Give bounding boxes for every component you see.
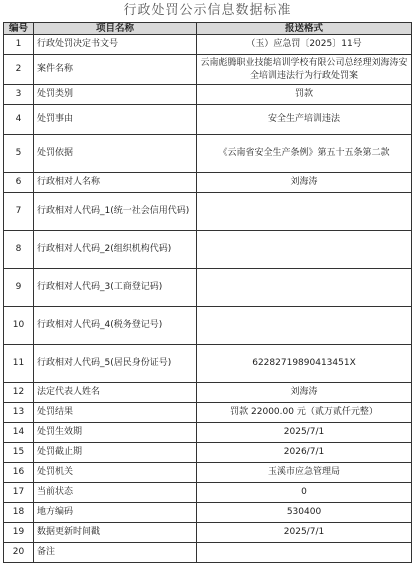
row-number: 10 — [4, 307, 34, 345]
row-value: 《云南省安全生产条例》第五十五条第二款 — [197, 135, 412, 173]
row-number: 11 — [4, 345, 34, 383]
table-row — [4, 345, 412, 383]
row-item-name: 行政相对人代码_4(税务登记号) — [34, 307, 197, 345]
row-item-name: 处罚结果 — [34, 403, 197, 423]
table-row — [4, 383, 412, 403]
row-value: 530400 — [197, 503, 412, 523]
table-row — [4, 135, 412, 173]
row-item-name: 法定代表人姓名 — [34, 383, 197, 403]
table-row — [4, 55, 412, 85]
table-row — [4, 503, 412, 523]
row-value: 0 — [197, 483, 412, 503]
table-row — [4, 231, 412, 269]
row-item-name: 行政处罚决定书文号 — [34, 35, 197, 55]
row-number: 16 — [4, 463, 34, 483]
row-item-name: 地方编码 — [34, 503, 197, 523]
row-value: 玉溪市应急管理局 — [197, 463, 412, 483]
row-item-name: 案件名称 — [34, 55, 197, 85]
row-item-name: 备注 — [34, 543, 197, 563]
row-item-name: 处罚机关 — [34, 463, 197, 483]
table-row — [4, 269, 412, 307]
row-number: 9 — [4, 269, 34, 307]
row-number: 14 — [4, 423, 34, 443]
penalty-info-table — [3, 22, 412, 563]
row-number: 8 — [4, 231, 34, 269]
table-row — [4, 483, 412, 503]
row-value: （玉）应急罚〔2025〕11号 — [197, 35, 412, 55]
row-item-name: 当前状态 — [34, 483, 197, 503]
row-item-name: 处罚截止期 — [34, 443, 197, 463]
row-number: 20 — [4, 543, 34, 563]
row-value: 云南彪腾职业技能培训学校有限公司总经理刘海涛安全培训违法行为行政处罚案 — [197, 55, 412, 85]
row-value: 罚款 — [197, 85, 412, 105]
header-item-name: 项目名称 — [34, 23, 197, 35]
row-item-name: 行政相对人代码_2(组织机构代码) — [34, 231, 197, 269]
row-number: 19 — [4, 523, 34, 543]
row-number: 2 — [4, 55, 34, 85]
row-number: 5 — [4, 135, 34, 173]
row-number: 18 — [4, 503, 34, 523]
row-number: 13 — [4, 403, 34, 423]
row-number: 15 — [4, 443, 34, 463]
row-value — [197, 543, 412, 563]
table-row — [4, 403, 412, 423]
row-item-name: 处罚生效期 — [34, 423, 197, 443]
table-row — [4, 173, 412, 193]
row-value: 安全生产培训违法 — [197, 105, 412, 135]
row-value: 刘海涛 — [197, 173, 412, 193]
row-value — [197, 193, 412, 231]
row-value: 罚款 22000.00 元（贰万贰仟元整） — [197, 403, 412, 423]
row-item-name: 行政相对人代码_1(统一社会信用代码) — [34, 193, 197, 231]
table-row — [4, 423, 412, 443]
row-value — [197, 269, 412, 307]
table-row — [4, 85, 412, 105]
document-title: 行政处罚公示信息数据标准 — [123, 3, 292, 18]
row-value — [197, 231, 412, 269]
row-item-name: 行政相对人代码_3(工商登记码) — [34, 269, 197, 307]
row-number: 7 — [4, 193, 34, 231]
table-row — [4, 463, 412, 483]
table-row — [4, 307, 412, 345]
row-item-name: 处罚事由 — [34, 105, 197, 135]
row-item-name: 行政相对人名称 — [34, 173, 197, 193]
row-number: 4 — [4, 105, 34, 135]
row-item-name: 数据更新时间戳 — [34, 523, 197, 543]
row-item-name: 处罚类别 — [34, 85, 197, 105]
table-body — [4, 35, 412, 563]
row-number: 1 — [4, 35, 34, 55]
row-number: 17 — [4, 483, 34, 503]
row-value: 刘海涛 — [197, 383, 412, 403]
table-row — [4, 193, 412, 231]
header-number: 编号 — [4, 23, 34, 35]
row-value: 2025/7/1 — [197, 523, 412, 543]
table-row — [4, 35, 412, 55]
table-row — [4, 443, 412, 463]
row-value: 2026/7/1 — [197, 443, 412, 463]
row-number: 3 — [4, 85, 34, 105]
row-item-name: 处罚依据 — [34, 135, 197, 173]
table-row — [4, 105, 412, 135]
row-number: 12 — [4, 383, 34, 403]
table-header-row — [4, 23, 412, 35]
row-value: 2025/7/1 — [197, 423, 412, 443]
table-row — [4, 543, 412, 563]
row-number: 6 — [4, 173, 34, 193]
row-value: 62282719890413451X — [197, 345, 412, 383]
row-value — [197, 307, 412, 345]
table-row — [4, 523, 412, 543]
row-item-name: 行政相对人代码_5(居民身份证号) — [34, 345, 197, 383]
header-format: 报送格式 — [197, 23, 412, 35]
